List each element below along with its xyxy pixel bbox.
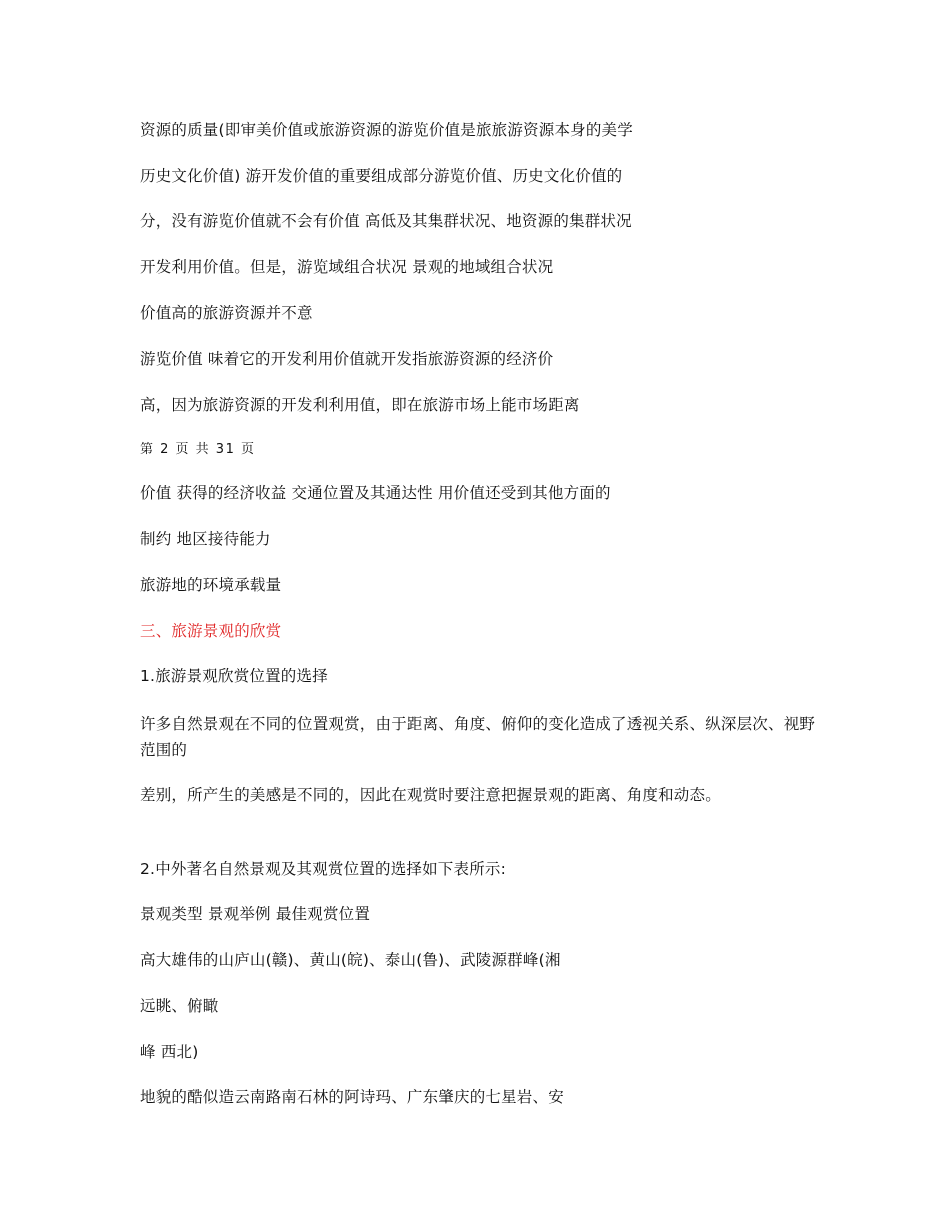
paragraph: 差别，所产生的美感是不同的，因此在观赏时要注意把握景观的距离、角度和动态。 (140, 786, 721, 804)
section-heading: 三、旅游景观的欣赏 (140, 622, 282, 640)
text-line: 游览价值 味着它的开发利用价值就开发指旅游资源的经济价 (140, 350, 554, 368)
subsection-title: 1.旅游景观欣赏位置的选择 (140, 667, 328, 685)
page-footer: 第 2 页 共 31 页 (140, 442, 256, 457)
text-line: 资源的质量(即审美价值或旅游资源的游览价值是旅旅游资源本身的美学 (140, 121, 633, 139)
text-line: 制约 地区接待能力 (140, 530, 271, 548)
table-line: 高大雄伟的山庐山(赣)、黄山(皖)、泰山(鲁)、武陵源群峰(湘 (140, 951, 561, 969)
table-line: 远眺、俯瞰 (140, 997, 219, 1015)
paragraph: 许多自然景观在不同的位置观赏，由于距离、角度、俯仰的变化造成了透视关系、纵深层次、视野范围的 (140, 715, 816, 759)
text-line: 分，没有游览价值就不会有价值 高低及其集群状况、地资源的集群状况 (140, 212, 632, 230)
text-line: 价值高的旅游资源并不意 (140, 304, 313, 322)
text-line: 历史文化价值) 游开发价值的重要组成部分游览价值、历史文化价值的 (140, 167, 623, 185)
table-line: 峰 西北) (140, 1043, 199, 1061)
text-line: 高，因为旅游资源的开发利利用值，即在旅游市场上能市场距离 (140, 396, 580, 414)
text-line: 开发利用价值。但是，游览域组合状况 景观的地域组合状况 (140, 258, 554, 276)
table-line: 地貌的酷似造云南路南石林的阿诗玛、广东肇庆的七星岩、安 (140, 1088, 564, 1106)
subsection-title: 2.中外著名自然景观及其观赏位置的选择如下表所示: (140, 860, 507, 878)
text-line: 旅游地的环境承载量 (140, 576, 282, 594)
text-line: 价值 获得的经济收益 交通位置及其通达性 用价值还受到其他方面的 (140, 484, 611, 502)
table-header: 景观类型 景观举例 最佳观赏位置 (140, 905, 371, 923)
